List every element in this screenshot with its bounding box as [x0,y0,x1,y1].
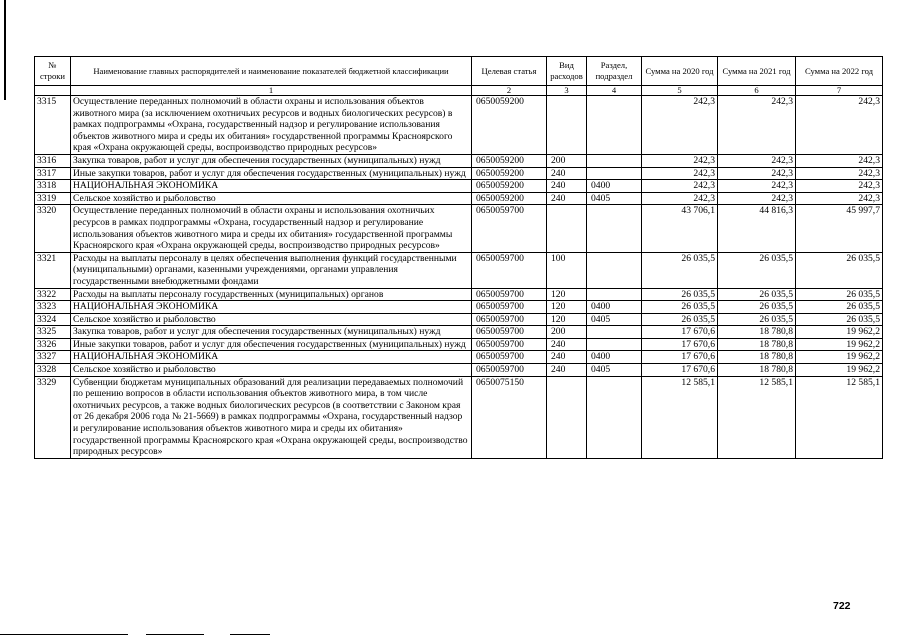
row-sum-2021: 18 780,8 [718,351,796,364]
column-number: 7 [796,86,883,96]
table-row [35,167,883,180]
table-row [35,351,883,364]
row-sum-2020: 26 035,5 [642,301,718,314]
row-razdel [587,167,642,180]
row-vid: 120 [547,288,587,301]
row-vid [547,96,587,155]
table-row [35,364,883,377]
row-sum-2021: 26 035,5 [718,288,796,301]
row-razdel [587,326,642,339]
row-sum-2020: 12 585,1 [642,376,718,458]
row-sum-2022: 12 585,1 [796,376,883,458]
row-sum-2021: 26 035,5 [718,301,796,314]
row-vid: 240 [547,364,587,377]
row-sum-2020: 242,3 [642,96,718,155]
row-sum-2021: 242,3 [718,167,796,180]
row-code: 0650059700 [472,364,547,377]
row-name: Иные закупки товаров, работ и услуг для обеспечения государственных (муниципальных) нужд [71,338,472,351]
row-vid: 240 [547,192,587,205]
row-name: Субвенции бюджетам муниципальных образований для реализации передаваемых полномочий по решению вопросов в области использования объектов животного мира, в том числе охотничьих ресурсов, а также водных биологических ресурсов (в соответствии с Законом края от 26 декабря 2006 года № 21-5669) в рамках подпрограммы «Охрана, государственный надзор и регулирование использования объектов животного мира и среды их обитания» государственной программы Красноярского края «Охрана окружающей среды, воспроизводство природных ресурсов» [71,376,472,458]
row-sum-2022: 26 035,5 [796,288,883,301]
column-number-blank [35,86,71,96]
row-vid: 240 [547,167,587,180]
row-razdel: 0400 [587,351,642,364]
row-sum-2021: 44 816,3 [718,205,796,252]
row-sum-2021: 242,3 [718,154,796,167]
row-name: Иные закупки товаров, работ и услуг для обеспечения государственных (муниципальных) нужд [71,167,472,180]
row-name: Закупка товаров, работ и услуг для обеспечения государственных (муниципальных) нужд [71,326,472,339]
row-sum-2022: 26 035,5 [796,252,883,288]
row-number: 3323 [35,301,71,314]
row-name: Сельское хозяйство и рыболовство [71,192,472,205]
row-razdel [587,376,642,458]
row-sum-2020: 17 670,6 [642,338,718,351]
row-name: Сельское хозяйство и рыболовство [71,313,472,326]
row-sum-2022: 242,3 [796,96,883,155]
row-sum-2020: 26 035,5 [642,252,718,288]
row-sum-2022: 242,3 [796,167,883,180]
row-name: НАЦИОНАЛЬНАЯ ЭКОНОМИКА [71,180,472,193]
row-name: Осуществление переданных полномочий в области охраны и использования объектов животного мира (за исключением охотничьих ресурсов и водных биологических ресурсов) в рамках подпрограммы «Охрана, государственный надзор и регулирование использования объектов животного мира и среды их обитания» государственной программы Красноярского края «Охрана окружающей среды, воспроизводство природных ресурсов» [71,96,472,155]
row-sum-2020: 242,3 [642,180,718,193]
row-vid: 200 [547,154,587,167]
row-sum-2021: 242,3 [718,96,796,155]
left-margin-rule [4,0,6,100]
row-sum-2020: 242,3 [642,192,718,205]
column-number: 3 [547,86,587,96]
row-name: Сельское хозяйство и рыболовство [71,364,472,377]
header-name: Наименование главных распорядителей и наименование показателей бюджетной классификации [71,57,472,86]
row-code: 0650059200 [472,180,547,193]
row-razdel [587,252,642,288]
table-row [35,192,883,205]
row-code: 0650059700 [472,351,547,364]
row-sum-2022: 45 997,7 [796,205,883,252]
row-sum-2020: 17 670,6 [642,326,718,339]
row-sum-2020: 242,3 [642,167,718,180]
header-sum-2021: Сумма на 2021 год [718,57,796,86]
column-number: 6 [718,86,796,96]
row-razdel: 0405 [587,364,642,377]
row-razdel [587,96,642,155]
header-sum-2022: Сумма на 2022 год [796,57,883,86]
row-sum-2020: 17 670,6 [642,364,718,377]
row-vid: 120 [547,313,587,326]
row-number: 3325 [35,326,71,339]
row-number: 3315 [35,96,71,155]
row-sum-2020: 43 706,1 [642,205,718,252]
row-name: Осуществление переданных полномочий в области охраны и использования охотничьих ресурсов в рамках подпрограммы «Охрана, государственный надзор и регулирование использования объектов животного мира и среды их обитания» государственной программы Красноярского края «Охрана окружающей среды, воспроизводство природных ресурсов» [71,205,472,252]
row-sum-2022: 242,3 [796,192,883,205]
row-razdel: 0400 [587,301,642,314]
row-sum-2021: 12 585,1 [718,376,796,458]
table-row [35,252,883,288]
bottom-divider [146,634,204,635]
row-razdel: 0405 [587,313,642,326]
row-sum-2020: 242,3 [642,154,718,167]
row-name: НАЦИОНАЛЬНАЯ ЭКОНОМИКА [71,301,472,314]
header-code: Целевая статья [472,57,547,86]
table-row [35,205,883,252]
row-code: 0650059200 [472,167,547,180]
row-sum-2020: 17 670,6 [642,351,718,364]
row-vid [547,376,587,458]
row-vid: 240 [547,338,587,351]
row-razdel [587,288,642,301]
row-number: 3317 [35,167,71,180]
row-sum-2022: 19 962,2 [796,338,883,351]
table-row [35,96,883,155]
row-code: 0650059700 [472,338,547,351]
row-vid: 200 [547,326,587,339]
row-sum-2020: 26 035,5 [642,288,718,301]
row-razdel: 0400 [587,180,642,193]
row-sum-2022: 19 962,2 [796,364,883,377]
row-sum-2022: 242,3 [796,154,883,167]
row-sum-2020: 26 035,5 [642,313,718,326]
table-row [35,338,883,351]
row-number: 3321 [35,252,71,288]
bottom-divider [230,634,270,635]
row-sum-2022: 19 962,2 [796,326,883,339]
row-code: 0650059700 [472,326,547,339]
header-vid: Вид расходов [547,57,587,86]
header-num: № строки [35,57,71,86]
column-number: 2 [472,86,547,96]
row-sum-2021: 26 035,5 [718,313,796,326]
row-sum-2022: 19 962,2 [796,351,883,364]
bottom-divider [0,634,128,635]
table-row [35,288,883,301]
row-vid: 240 [547,180,587,193]
row-vid: 100 [547,252,587,288]
row-sum-2021: 18 780,8 [718,338,796,351]
column-number: 5 [642,86,718,96]
row-code: 0650075150 [472,376,547,458]
row-code: 0650059700 [472,205,547,252]
table-row [35,180,883,193]
column-number-row [35,86,883,96]
row-number: 3326 [35,338,71,351]
row-vid [547,205,587,252]
row-sum-2021: 242,3 [718,180,796,193]
table-row [35,326,883,339]
table-row [35,313,883,326]
row-sum-2021: 18 780,8 [718,364,796,377]
row-sum-2022: 26 035,5 [796,313,883,326]
column-number: 4 [587,86,642,96]
row-sum-2022: 242,3 [796,180,883,193]
row-razdel [587,338,642,351]
header-razdel: Раздел, подраздел [587,57,642,86]
table-header-row [35,57,883,86]
row-code: 0650059200 [472,192,547,205]
table-row [35,376,883,458]
row-sum-2021: 242,3 [718,192,796,205]
row-number: 3324 [35,313,71,326]
header-sum-2020: Сумма на 2020 год [642,57,718,86]
row-number: 3318 [35,180,71,193]
row-code: 0650059700 [472,252,547,288]
row-code: 0650059700 [472,313,547,326]
row-name: Закупка товаров, работ и услуг для обеспечения государственных (муниципальных) нужд [71,154,472,167]
row-sum-2021: 18 780,8 [718,326,796,339]
page-number: 722 [833,600,851,612]
row-code: 0650059700 [472,288,547,301]
row-number: 3322 [35,288,71,301]
row-razdel [587,205,642,252]
row-code: 0650059200 [472,96,547,155]
row-number: 3328 [35,364,71,377]
row-name: НАЦИОНАЛЬНАЯ ЭКОНОМИКА [71,351,472,364]
row-code: 0650059700 [472,301,547,314]
row-sum-2021: 26 035,5 [718,252,796,288]
row-razdel: 0405 [587,192,642,205]
row-vid: 240 [547,351,587,364]
row-number: 3327 [35,351,71,364]
row-vid: 120 [547,301,587,314]
row-name: Расходы на выплаты персоналу в целях обеспечения выполнения функций государственными (муниципальными) органами, казенными учреждениями, органами управления государственными внебюджетными фондами [71,252,472,288]
table-row [35,154,883,167]
row-number: 3329 [35,376,71,458]
row-razdel [587,154,642,167]
table-row [35,301,883,314]
row-number: 3316 [35,154,71,167]
column-number: 1 [71,86,472,96]
budget-table [34,56,883,459]
row-number: 3319 [35,192,71,205]
row-code: 0650059200 [472,154,547,167]
row-sum-2022: 26 035,5 [796,301,883,314]
row-number: 3320 [35,205,71,252]
row-name: Расходы на выплаты персоналу государственных (муниципальных) органов [71,288,472,301]
